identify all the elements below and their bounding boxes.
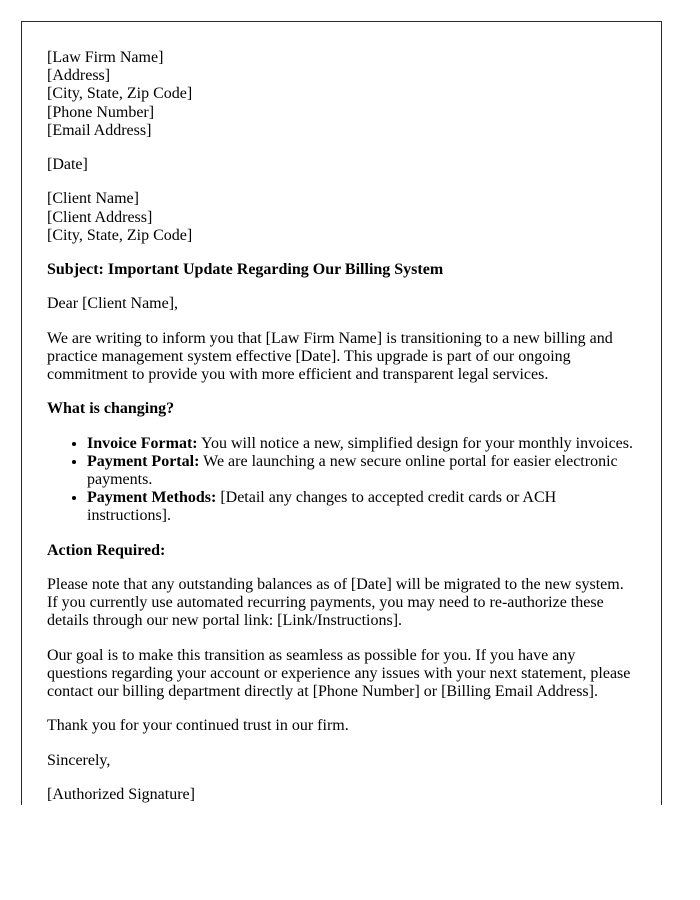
action-paragraph: Please note that any outstanding balances as of [Date] will be migrated to the new system. If you currently use automated recurring payments, you may need to re-authorize these details through our new portal link: [Link/Instructions]. — [47, 575, 624, 630]
list-item-payment-methods — [87, 489, 636, 525]
recipient-address: [Client Address] — [47, 208, 153, 226]
letter-date: [Date] — [47, 156, 88, 174]
subject-line — [47, 261, 636, 279]
sender-city-state-zip: [City, State, Zip Code] — [47, 85, 193, 103]
subject-text: Subject: Important Update Regarding Our Billing System — [47, 261, 444, 279]
action-heading-text: Action Required: — [47, 541, 166, 559]
sender-address: [Address] — [47, 67, 111, 85]
bullet-text: We are launching a new secure online portal for easier electronic payments. — [87, 452, 618, 488]
recipient-block — [47, 190, 636, 245]
intro-paragraph: We are writing to inform you that [Law Firm Name] is transitioning to a new billing and practice management system effective [Date]. This upgrade is part of our ongoing commitment to provide you with more efficient and transparent legal services. — [47, 329, 613, 384]
list-item-payment-portal — [87, 453, 636, 489]
recipient-city-state-zip: [City, State, Zip Code] — [47, 226, 193, 244]
support-paragraph: Our goal is to make this transition as seamless as possible for you. If you have any questions regarding your account or experience any issues with your next statement, please contact our billing department directly at [Phone Number] or [Billing Email Address]. — [47, 646, 631, 701]
changes-heading-text: What is changing? — [47, 400, 175, 418]
signature-placeholder: [Authorized Signature] — [47, 785, 195, 803]
action-heading — [47, 542, 636, 560]
letter-viewport — [21, 21, 662, 805]
bullet-label: Payment Methods: — [87, 489, 217, 507]
bullet-label: Invoice Format: — [87, 434, 198, 452]
sender-block — [47, 49, 636, 140]
thanks-line: Thank you for your continued trust in our firm. — [47, 717, 349, 735]
changes-list — [47, 435, 636, 526]
bullet-text: [Detail any changes to accepted credit cards or ACH instructions]. — [87, 489, 557, 525]
bullet-label: Payment Portal: — [87, 452, 200, 470]
letter-page[interactable] — [21, 21, 662, 805]
closing: Sincerely, — [47, 751, 111, 769]
sender-email: [Email Address] — [47, 121, 152, 139]
recipient-name: [Client Name] — [47, 190, 139, 208]
sender-phone: [Phone Number] — [47, 103, 155, 121]
changes-heading — [47, 400, 636, 418]
list-item-invoice-format — [87, 435, 636, 453]
sender-firm-name: [Law Firm Name] — [47, 49, 164, 66]
salutation: Dear [Client Name], — [47, 295, 179, 313]
bullet-text: You will notice a new, simplified design for your monthly invoices. — [197, 434, 633, 452]
